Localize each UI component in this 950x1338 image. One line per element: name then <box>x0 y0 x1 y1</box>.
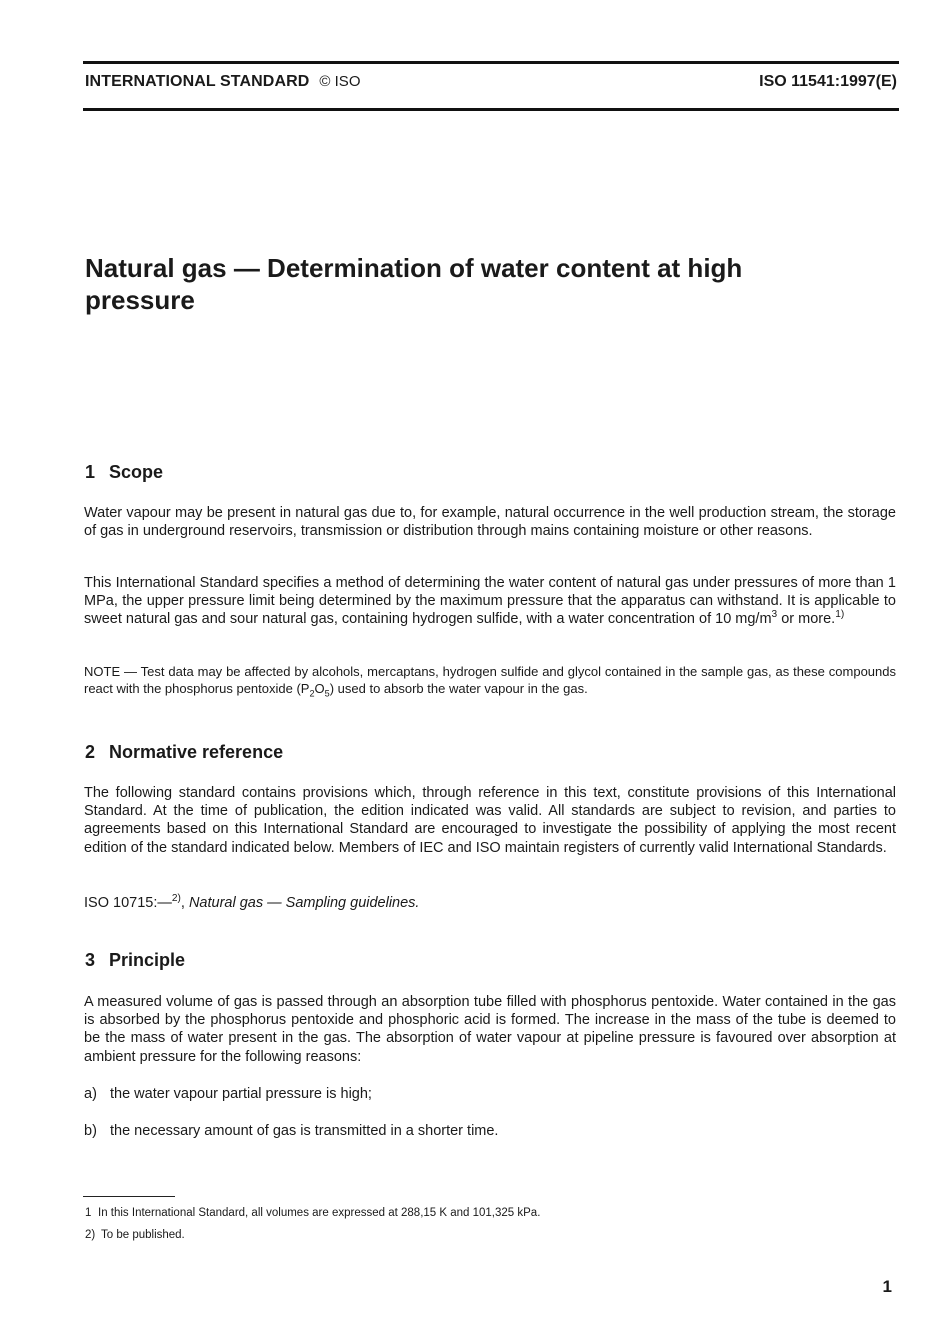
document-title: Natural gas — Determination of water content at high pressure <box>85 253 743 315</box>
scope-paragraph-2 <box>84 574 896 629</box>
normative-paragraph: The following standard contains provisions which, through reference in this text, constitute provisions of this International Standard. At the time of publication, the edition indicated was valid. All standards are subject to revision, and parties to agreements based on this International Standard are encouraged to investigate the possibility of applying the most recent edition of the standard indicated below. Members of IEC and ISO maintain registers of currently valid International Standards. <box>84 785 896 856</box>
principle-paragraph: A measured volume of gas is passed through an absorption tube filled with phosphorus pentoxide. Water contained in the gas is absorbed by the phosphorus pentoxide and phosphoric acid is formed. The increase in the mass of the tube is deemed to be the mass of water present in the gas. The absorption of water vapour at pipeline pressure is favoured over absorption at ambient pressure for the following reasons: <box>84 994 896 1065</box>
scope-paragraph-2-text: This International Standard specifies a method of determining the water content of natural gas under pressures of more than 1 MPa, the upper pressure limit being determined by the maximum pressure that the apparatus can withstand. It is applicable to sweet natural gas and sour natural gas, containing hydrogen sulfide, with a water concentration of 10 mg/m <box>84 575 896 628</box>
section-number: 3 <box>85 950 96 970</box>
footnote-ref-2: 2) <box>171 893 181 905</box>
reference-title-part-1: Natural gas <box>188 895 264 911</box>
list-item <box>84 1085 372 1103</box>
reference-separator: , <box>180 895 189 911</box>
normative-reference-entry <box>84 894 896 912</box>
scope-paragraph-2-tail: or more. <box>777 611 836 628</box>
header-bottom-rule <box>83 108 899 111</box>
footnote-ref-1: 1) <box>835 609 845 621</box>
list-item <box>84 1122 498 1140</box>
section-heading-scope <box>85 462 163 483</box>
reference-code: ISO 10715:— <box>84 895 172 911</box>
header-copyright: © ISO <box>319 73 361 90</box>
list-item-text: the necessary amount of gas is transmitted in a shorter time. <box>110 1123 499 1139</box>
section-heading-principle <box>85 950 185 971</box>
header-top-rule <box>83 61 899 64</box>
section-number: 1 <box>85 462 96 482</box>
list-marker: a) <box>84 1086 97 1102</box>
page-header <box>85 73 897 95</box>
footnote-marker: 2) <box>85 1229 96 1241</box>
footnote-2 <box>85 1228 185 1242</box>
note-text: NOTE — Test data may be affected by alcohols, mercaptans, hydrogen sulfide and glycol contained in the sample gas, as these compounds react with the phosphorus pentoxide (P <box>84 664 896 696</box>
list-marker: b) <box>84 1123 97 1139</box>
section-heading-normative-reference <box>85 742 283 763</box>
section-title: Normative reference <box>109 742 284 762</box>
scope-note <box>84 663 896 697</box>
reference-title-dash: — <box>263 895 286 911</box>
footnote-marker: 1 <box>85 1207 92 1219</box>
header-standard-label: INTERNATIONAL STANDARD <box>85 73 310 90</box>
section-number: 2 <box>85 742 96 762</box>
note-tail: ) used to absorb the water vapour in the gas. <box>329 681 588 696</box>
scope-paragraph-1: Water vapour may be present in natural gas due to, for example, natural occurrence in the well production stream, the storage of gas in underground reservoirs, transmission or distribution through mains containing moisture or other reasons. <box>84 505 896 540</box>
page-number: 1 <box>882 1277 892 1296</box>
footnote-text: To be published. <box>101 1229 185 1241</box>
reference-title-part-2: Sampling guidelines. <box>285 895 420 911</box>
footnote-rule <box>83 1196 175 1197</box>
footnote-1 <box>85 1206 540 1220</box>
list-item-text: the water vapour partial pressure is high; <box>110 1086 372 1102</box>
superscript-exponent: 3 <box>771 609 778 621</box>
subscript: 2 <box>309 688 315 699</box>
subscript: 5 <box>324 688 330 699</box>
footnote-text: In this International Standard, all volumes are expressed at 288,15 K and 101,325 kPa. <box>98 1207 541 1219</box>
header-document-code: ISO 11541:1997(E) <box>759 73 897 90</box>
section-title: Scope <box>109 462 164 482</box>
section-title: Principle <box>109 950 186 970</box>
note-formula-o: O <box>314 681 325 696</box>
